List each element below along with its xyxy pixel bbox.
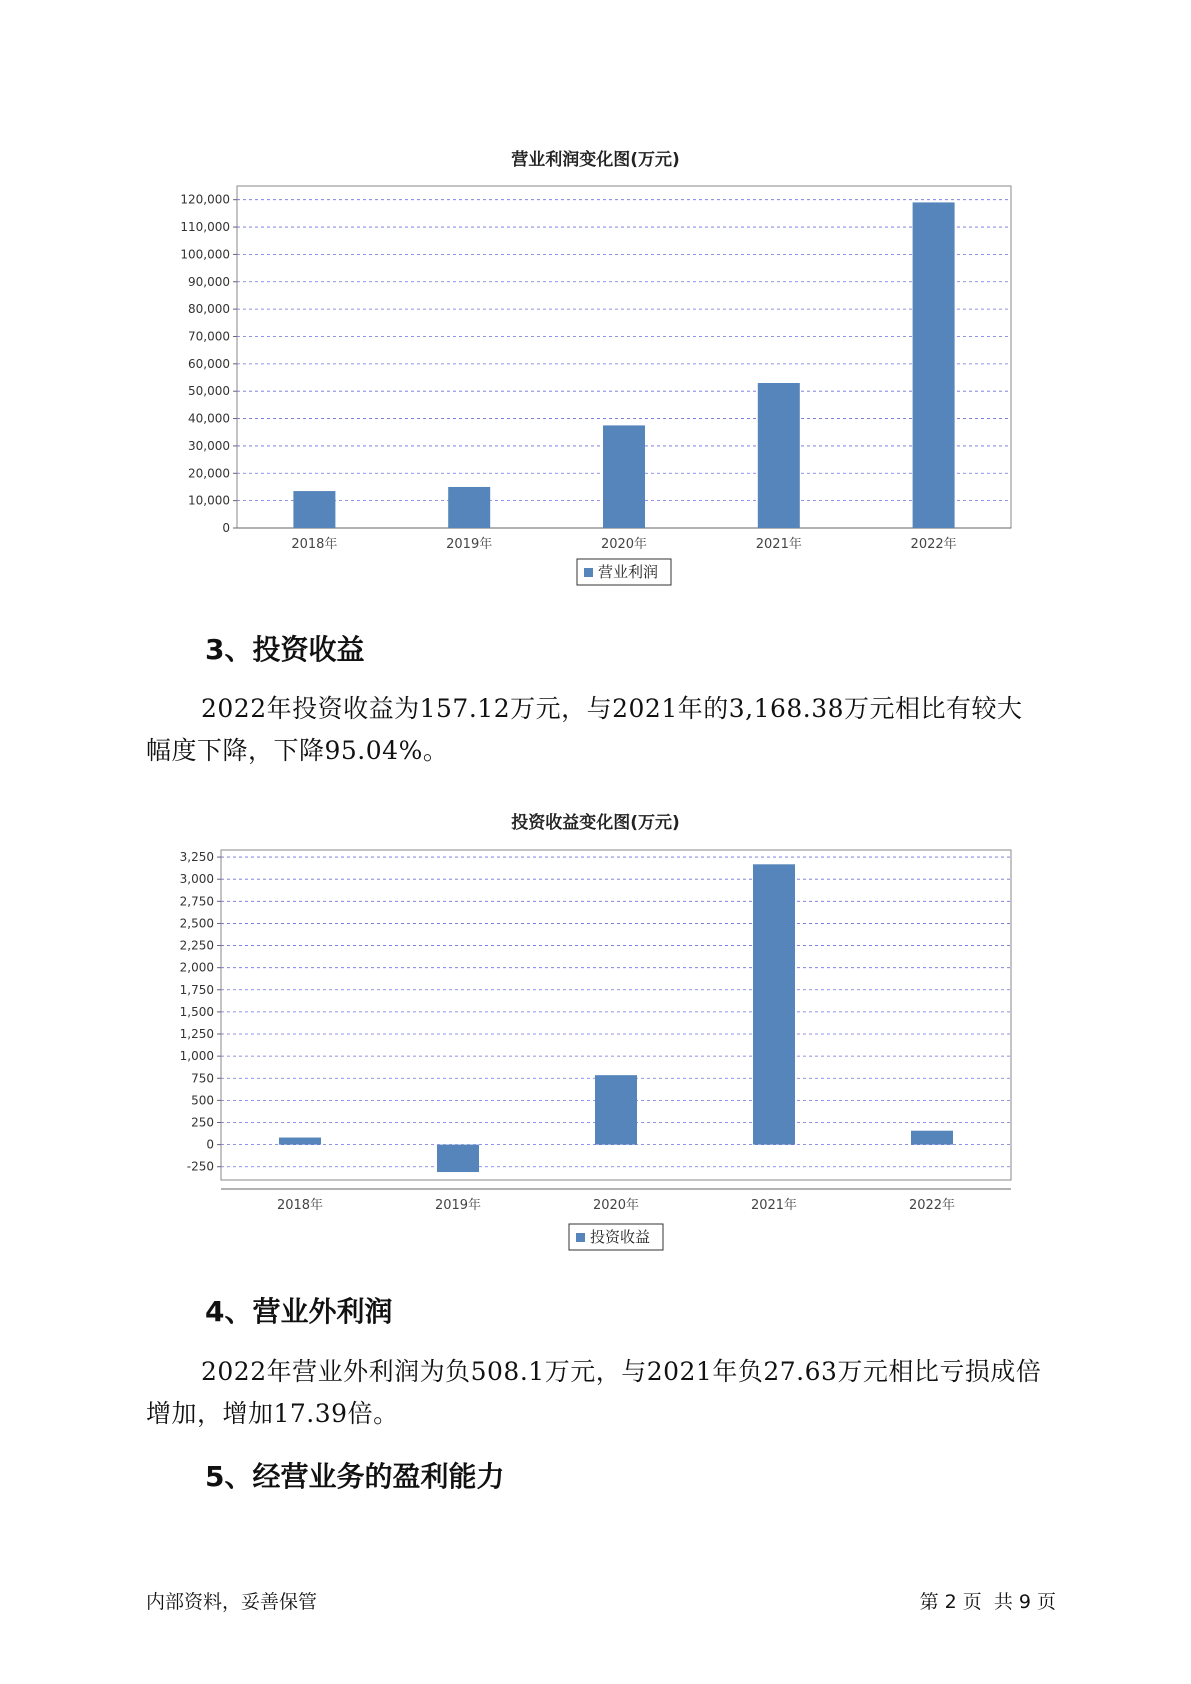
y-tick-label: 2,500 <box>179 916 214 931</box>
y-tick-label: 110,000 <box>180 220 230 235</box>
y-tick-label: 80,000 <box>188 302 230 317</box>
x-tick-label: 2022年 <box>908 1198 956 1213</box>
y-tick-label: 1,250 <box>179 1027 214 1042</box>
y-tick-label: 3,250 <box>179 850 214 865</box>
x-tick-label: 2020年 <box>600 537 648 552</box>
x-tick-label: 2021年 <box>750 1198 798 1213</box>
y-tick-label: -250 <box>186 1159 214 1174</box>
y-tick-label: 1,000 <box>179 1049 214 1064</box>
paragraph-investment-income: 2022年投资收益为157.12万元，与2021年的3,168.38万元相比有较大幅度下降，下降95.04%。 <box>146 694 1023 765</box>
bar-2018年 <box>279 1138 321 1145</box>
legend-label: 营业利润 <box>598 563 659 581</box>
chart-title-operating-profit: 营业利润变化图(万元) <box>511 150 680 170</box>
bar-2020年 <box>595 1075 637 1144</box>
x-tick-label: 2020年 <box>592 1198 640 1213</box>
y-tick-label: 50,000 <box>188 384 230 399</box>
y-tick-label: 20,000 <box>188 466 230 481</box>
bar-2021年 <box>753 864 795 1144</box>
y-tick-label: 70,000 <box>188 329 230 344</box>
y-tick-label: 40,000 <box>188 411 230 426</box>
bar-2022年 <box>911 1131 953 1145</box>
x-tick-label: 2019年 <box>434 1198 482 1213</box>
section-heading-non-operating-profit: 4、营业外利润 <box>205 1295 393 1328</box>
y-tick-label: 750 <box>191 1071 214 1086</box>
y-tick-label: 1,500 <box>179 1004 214 1019</box>
y-tick-label: 250 <box>191 1115 214 1130</box>
y-tick-label: 2,750 <box>179 894 214 909</box>
y-tick-label: 100,000 <box>180 247 230 262</box>
y-tick-label: 120,000 <box>180 192 230 207</box>
y-tick-label: 500 <box>191 1093 214 1108</box>
x-tick-label: 2022年 <box>910 537 957 552</box>
section-heading-investment-income: 3、投资收益 <box>205 633 365 666</box>
y-tick-label: 1,750 <box>179 982 214 997</box>
y-tick-label: 0 <box>206 1137 214 1152</box>
y-tick-label: 0 <box>222 521 230 535</box>
y-tick-label: 90,000 <box>188 274 230 289</box>
bar-2019年 <box>437 1145 479 1172</box>
footer-confidential-note: 内部资料，妥善保管 <box>146 1591 318 1613</box>
x-tick-label: 2018年 <box>276 1198 324 1213</box>
y-tick-label: 3,000 <box>179 872 214 887</box>
footer-page-number: 第 2 页 共 9 页 <box>919 1591 1056 1613</box>
x-tick-label: 2019年 <box>446 537 493 552</box>
x-tick-label: 2018年 <box>291 537 338 552</box>
section-heading-profitability: 5、经营业务的盈利能力 <box>205 1460 505 1493</box>
paragraph-non-operating-profit: 2022年营业外利润为负508.1万元，与2021年负27.63万元相比亏损成倍增加，增加17.39倍。 <box>146 1357 1042 1428</box>
legend-swatch <box>576 1233 585 1242</box>
y-tick-label: 30,000 <box>188 438 230 453</box>
chart-title-investment-income: 投资收益变化图(万元) <box>511 813 680 833</box>
y-tick-label: 2,250 <box>179 938 214 953</box>
y-tick-label: 60,000 <box>188 356 230 371</box>
x-tick-label: 2021年 <box>755 537 802 552</box>
y-tick-label: 10,000 <box>188 493 230 508</box>
y-tick-label: 2,000 <box>179 960 214 975</box>
legend-label: 投资收益 <box>590 1228 651 1246</box>
